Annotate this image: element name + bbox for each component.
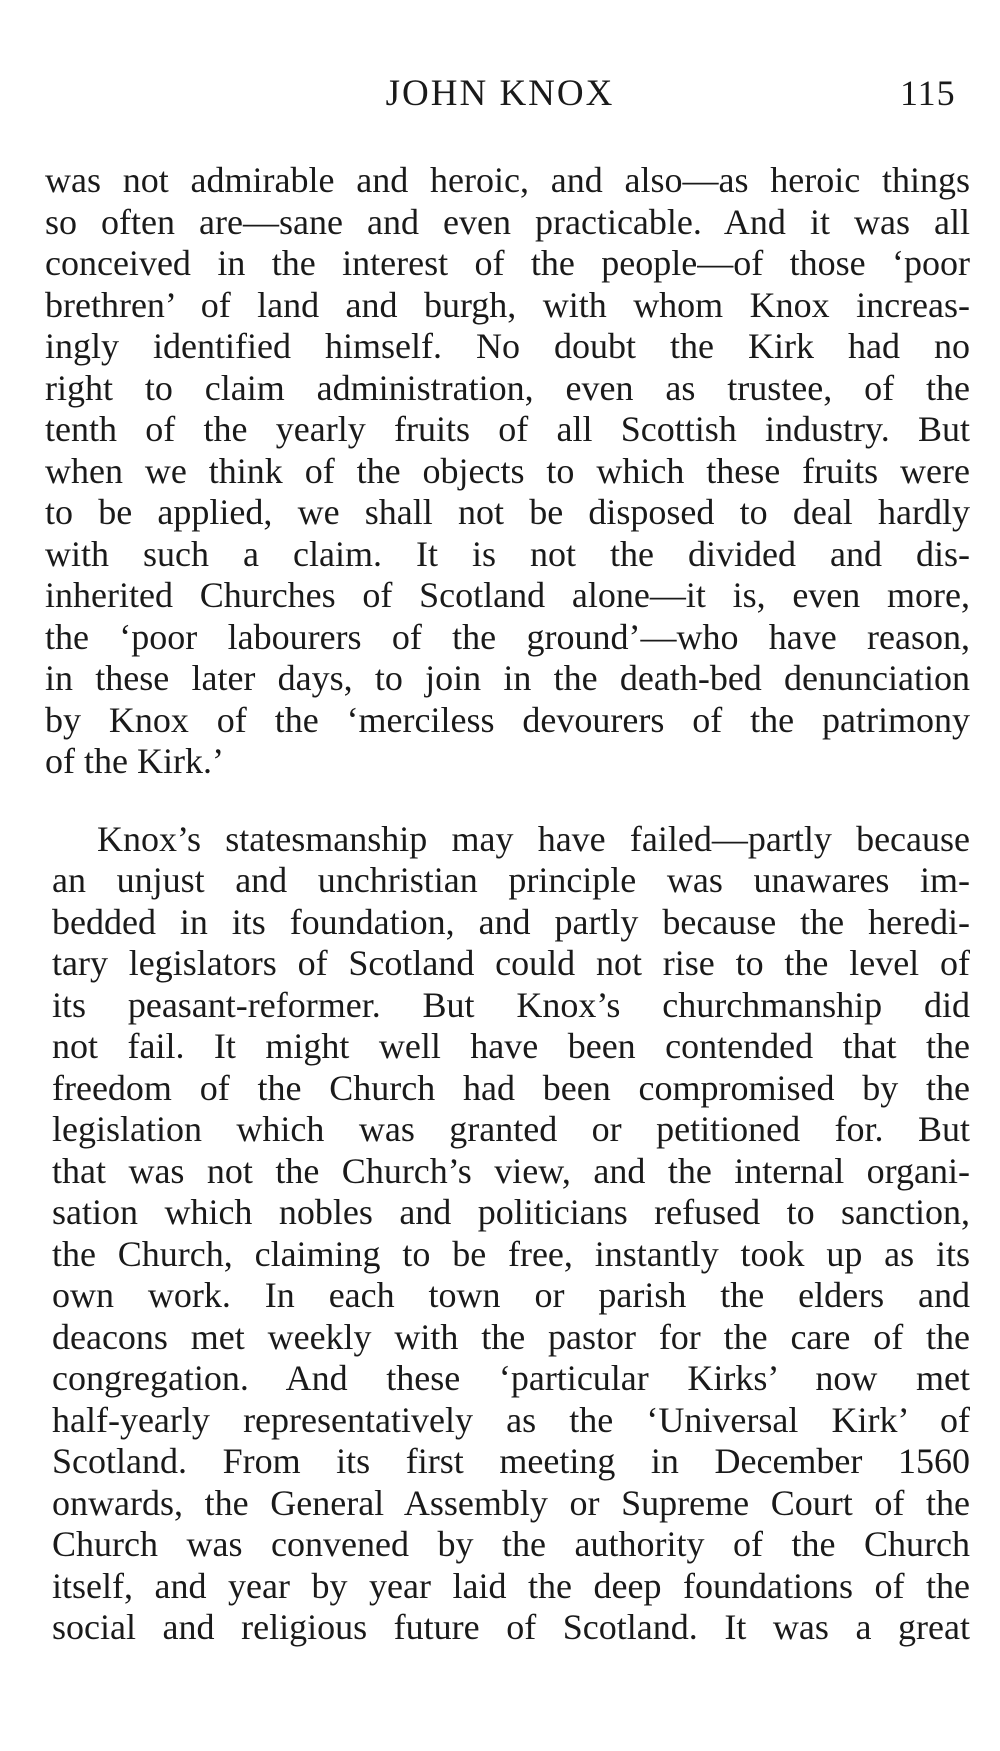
text-line: itself, and year by year laid the deep foundations of the (52, 1565, 970, 1606)
text-line: conceived in the interest of the people—of those ‘poor (45, 243, 970, 283)
text-line: to be applied, we shall not be disposed to deal hardly (45, 492, 970, 532)
body-text (45, 160, 970, 1649)
paragraph-2 (45, 819, 970, 1649)
text-line: of the Kirk.’ (45, 741, 224, 781)
text-line: bedded in its foundation, and partly because the heredi- (52, 901, 970, 942)
text-line: right to claim administration, even as trustee, of the (45, 367, 970, 408)
text-line: Knox’s statesmanship may have failed—partly because (97, 818, 970, 859)
text-line: an unjust and unchristian principle was unawares im- (52, 860, 970, 900)
running-title: JOHN KNOX (385, 73, 615, 114)
text-line: so often are—sane and even practicable. And it was all (45, 201, 970, 242)
text-line: own work. In each town or parish the elders and (52, 1275, 970, 1315)
page-number: 115 (900, 73, 956, 113)
text-line: in these later days, to join in the death-bed denunciation (45, 658, 970, 698)
text-line: Church was convened by the authority of the Church (52, 1524, 970, 1564)
text-line: legislation which was granted or petitioned for. But (52, 1109, 970, 1149)
text-line: when we think of the objects to which these fruits were (45, 450, 970, 491)
text-line: half-yearly representatively as the ‘Universal Kirk’ of (52, 1399, 970, 1440)
text-line: not fail. It might well have been contended that the (52, 1026, 970, 1066)
text-line: Scotland. From its first meeting in December 1560 (52, 1441, 970, 1481)
paragraph-1 (45, 160, 970, 783)
text-line: tenth of the yearly fruits of all Scottish industry. But (45, 409, 970, 449)
text-line: congregation. And these ‘particular Kirks’ now met (52, 1358, 970, 1398)
text-line: onwards, the General Assembly or Supreme Court of the (52, 1482, 970, 1523)
text-line: sation which nobles and politicians refused to sanction, (52, 1192, 970, 1232)
running-header (0, 72, 1000, 122)
text-line: with such a claim. It is not the divided and dis- (45, 533, 970, 574)
text-line: inherited Churches of Scotland alone—it is, even more, (45, 575, 970, 615)
text-line: deacons met weekly with the pastor for the care of the (52, 1316, 970, 1357)
text-line: social and religious future of Scotland. It was a great (52, 1607, 970, 1647)
text-line: the ‘poor labourers of the ground’—who have reason, (45, 616, 970, 657)
text-line: its peasant-reformer. But Knox’s churchmanship did (52, 984, 970, 1025)
text-line: that was not the Church’s view, and the internal organi- (52, 1150, 970, 1191)
text-line: brethren’ of land and burgh, with whom Knox increas- (45, 284, 970, 325)
text-line: by Knox of the ‘merciless devourers of the patrimony (45, 699, 970, 740)
text-line: was not admirable and heroic, and also—as heroic things (45, 160, 970, 200)
text-line: ingly identified himself. No doubt the Kirk had no (45, 326, 970, 366)
text-line: freedom of the Church had been compromised by the (52, 1067, 970, 1108)
text-line: tary legislators of Scotland could not rise to the level of (52, 943, 970, 983)
text-line: the Church, claiming to be free, instantly took up as its (52, 1233, 970, 1274)
